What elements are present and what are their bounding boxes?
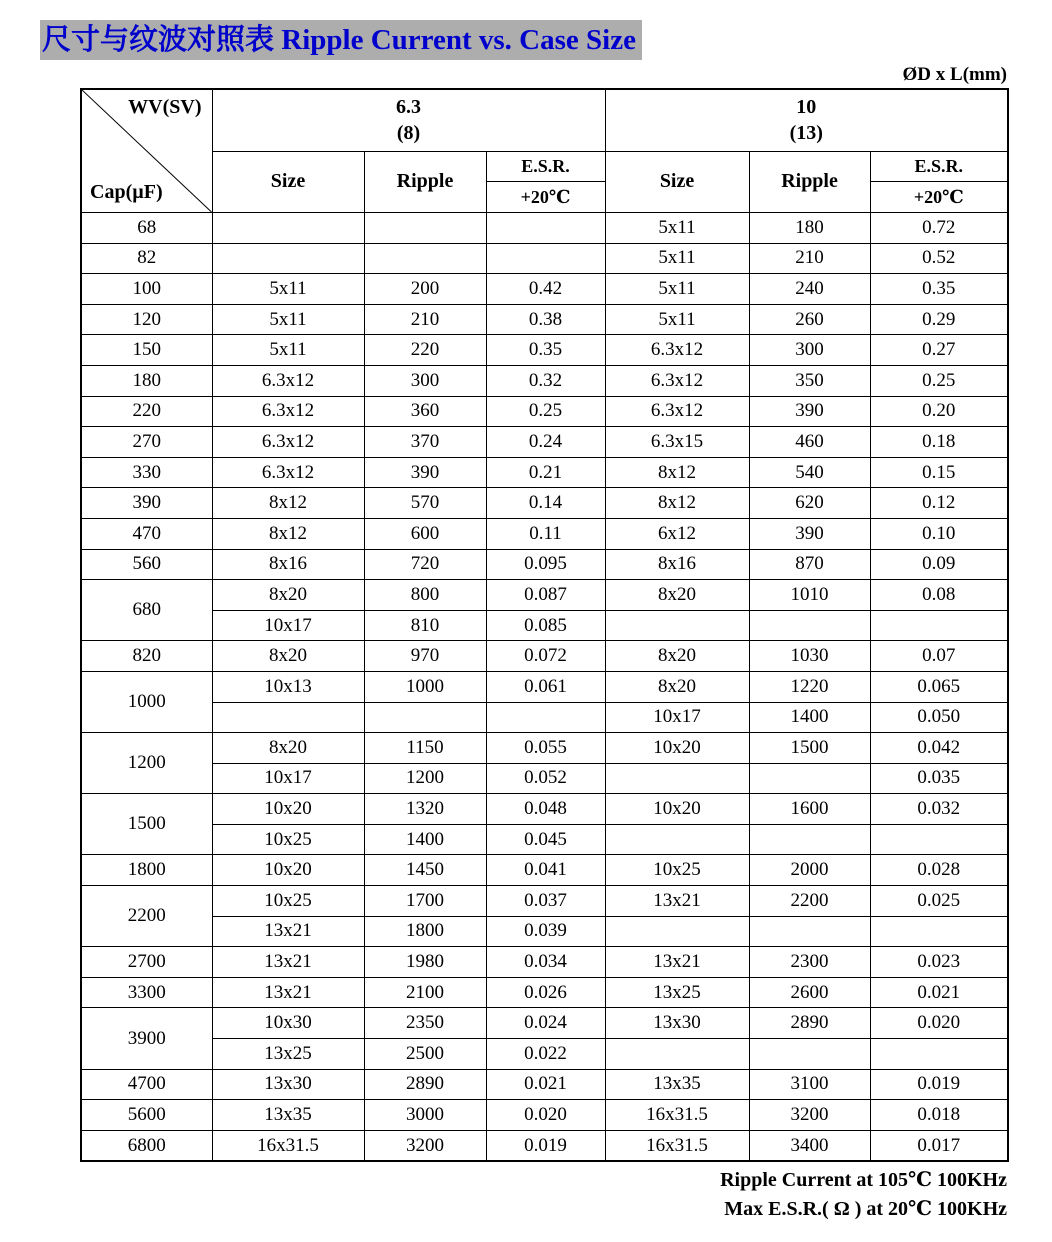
ripple-cell: 390 (749, 396, 870, 427)
cap-cell: 820 (81, 641, 212, 672)
page-title (40, 20, 642, 60)
esr-cell: 0.025 (870, 886, 1008, 917)
ripple-cell: 1200 (364, 763, 486, 794)
esr-cell: 0.38 (486, 304, 605, 335)
cap-cell: 150 (81, 335, 212, 366)
size-cell: 10x20 (605, 794, 749, 825)
esr-cell: 0.020 (486, 1100, 605, 1131)
wv-label: WV(SV) (128, 96, 202, 118)
size-cell: 5x11 (605, 274, 749, 305)
table-row (81, 274, 1008, 305)
ripple-cell: 1000 (364, 671, 486, 702)
esr-cell: 0.019 (870, 1069, 1008, 1100)
table-row (81, 886, 1008, 917)
ripple-cell: 2890 (364, 1069, 486, 1100)
ripple-cell: 1220 (749, 671, 870, 702)
ripple-cell: 210 (749, 243, 870, 274)
ripple-cell: 200 (364, 274, 486, 305)
size-cell: 6.3x12 (605, 396, 749, 427)
size-cell: 13x21 (605, 947, 749, 978)
esr-cell: 0.045 (486, 824, 605, 855)
esr-cell: 0.35 (486, 335, 605, 366)
esr-cell: 0.72 (870, 213, 1008, 244)
size-cell: 10x13 (212, 671, 364, 702)
table-row (81, 1130, 1008, 1161)
table-row (81, 671, 1008, 702)
esr-cell: 0.29 (870, 304, 1008, 335)
surge-value: (13) (789, 122, 823, 145)
ripple-cell (364, 243, 486, 274)
esr-cell: 0.15 (870, 457, 1008, 488)
ripple-cell (364, 702, 486, 733)
esr-cell: 0.11 (486, 518, 605, 549)
ripple-cell: 220 (364, 335, 486, 366)
size-cell (605, 1039, 749, 1070)
ripple-cell (749, 824, 870, 855)
ripple-cell: 1400 (364, 824, 486, 855)
ripple-cell: 370 (364, 427, 486, 458)
ripple-cell: 390 (749, 518, 870, 549)
ripple-cell: 1800 (364, 916, 486, 947)
cap-cell: 270 (81, 427, 212, 458)
ripple-cell: 360 (364, 396, 486, 427)
ripple-cell: 1400 (749, 702, 870, 733)
esr-label: E.S.R. (871, 152, 1008, 182)
size-cell: 6x12 (605, 518, 749, 549)
ripple-cell: 3200 (364, 1130, 486, 1161)
cap-cell: 2200 (81, 886, 212, 947)
size-cell: 8x16 (212, 549, 364, 580)
esr-cell: 0.034 (486, 947, 605, 978)
size-cell: 5x11 (212, 274, 364, 305)
table-row (81, 1069, 1008, 1100)
ripple-cell: 300 (749, 335, 870, 366)
size-cell: 10x25 (605, 855, 749, 886)
ripple-cell: 390 (364, 457, 486, 488)
esr-cell: 0.023 (870, 947, 1008, 978)
ripple-cell: 3100 (749, 1069, 870, 1100)
table-row (81, 977, 1008, 1008)
table-row (81, 213, 1008, 244)
size-cell: 5x11 (605, 213, 749, 244)
size-cell: 5x11 (212, 335, 364, 366)
esr-cell: 0.021 (486, 1069, 605, 1100)
esr-cell: 0.052 (486, 763, 605, 794)
table-row (81, 610, 1008, 641)
size-cell: 10x17 (212, 610, 364, 641)
ripple-cell: 180 (749, 213, 870, 244)
esr-cell: 0.52 (870, 243, 1008, 274)
page-title-en: Ripple Current vs. Case Size (281, 24, 636, 56)
cap-cell: 2700 (81, 947, 212, 978)
esr-temp-label: +20℃ (913, 186, 964, 207)
size-cell: 16x31.5 (605, 1130, 749, 1161)
size-cell: 6.3x12 (605, 365, 749, 396)
size-cell: 8x12 (605, 488, 749, 519)
ripple-cell: 260 (749, 304, 870, 335)
ripple-cell: 3200 (749, 1100, 870, 1131)
page-title-cn: 尺寸与纹波对照表 (42, 24, 275, 56)
esr-cell: 0.10 (870, 518, 1008, 549)
ripple-cell: 600 (364, 518, 486, 549)
header-row-groups (81, 89, 1008, 151)
footer-notes (80, 1166, 1007, 1224)
cap-cell: 680 (81, 580, 212, 641)
size-cell: 10x17 (212, 763, 364, 794)
cap-cell: 120 (81, 304, 212, 335)
content-area (80, 64, 1007, 1224)
cap-cell: 1800 (81, 855, 212, 886)
esr-cell: 0.18 (870, 427, 1008, 458)
size-cell: 10x20 (212, 794, 364, 825)
size-cell: 8x20 (212, 641, 364, 672)
table-row (81, 488, 1008, 519)
cap-cell: 470 (81, 518, 212, 549)
esr-cell: 0.35 (870, 274, 1008, 305)
size-cell: 13x35 (212, 1100, 364, 1131)
size-cell: 13x21 (212, 947, 364, 978)
table-row (81, 855, 1008, 886)
ripple-cell: 540 (749, 457, 870, 488)
ripple-cell: 240 (749, 274, 870, 305)
cap-cell: 4700 (81, 1069, 212, 1100)
ripple-cell: 300 (364, 365, 486, 396)
cap-cell: 220 (81, 396, 212, 427)
size-cell: 10x20 (212, 855, 364, 886)
esr-cell (486, 702, 605, 733)
size-cell: 13x25 (605, 977, 749, 1008)
ripple-cell: 620 (749, 488, 870, 519)
table-row (81, 304, 1008, 335)
table-row (81, 427, 1008, 458)
esr-cell: 0.14 (486, 488, 605, 519)
table-row (81, 457, 1008, 488)
table-row (81, 824, 1008, 855)
esr-cell: 0.022 (486, 1039, 605, 1070)
ripple-cell: 2300 (749, 947, 870, 978)
size-cell: 13x21 (605, 886, 749, 917)
table-row (81, 733, 1008, 764)
size-cell (605, 824, 749, 855)
size-cell: 5x11 (605, 243, 749, 274)
cap-cell: 390 (81, 488, 212, 519)
ripple-cell: 970 (364, 641, 486, 672)
esr-cell: 0.017 (870, 1130, 1008, 1161)
ripple-cell: 2600 (749, 977, 870, 1008)
size-cell: 10x17 (605, 702, 749, 733)
size-cell: 6.3x12 (212, 457, 364, 488)
size-cell (212, 243, 364, 274)
size-cell: 10x20 (605, 733, 749, 764)
esr-cell: 0.035 (870, 763, 1008, 794)
size-cell: 13x25 (212, 1039, 364, 1070)
esr-cell: 0.24 (486, 427, 605, 458)
esr-cell: 0.08 (870, 580, 1008, 611)
ripple-cell: 720 (364, 549, 486, 580)
table-row (81, 641, 1008, 672)
esr-cell: 0.018 (870, 1100, 1008, 1131)
esr-cell (870, 1039, 1008, 1070)
size-cell (212, 702, 364, 733)
esr-cell: 0.21 (486, 457, 605, 488)
cap-cell: 3300 (81, 977, 212, 1008)
esr-cell: 0.026 (486, 977, 605, 1008)
size-cell: 6.3x15 (605, 427, 749, 458)
cap-cell: 330 (81, 457, 212, 488)
ripple-cell: 1010 (749, 580, 870, 611)
size-cell: 13x21 (212, 977, 364, 1008)
cap-cell: 1200 (81, 733, 212, 794)
ripple-cell: 570 (364, 488, 486, 519)
ripple-cell: 1320 (364, 794, 486, 825)
size-cell: 10x25 (212, 824, 364, 855)
cap-cell: 180 (81, 365, 212, 396)
table-row (81, 335, 1008, 366)
esr-cell: 0.09 (870, 549, 1008, 580)
size-header-10v: Size (605, 151, 749, 213)
esr-cell: 0.061 (486, 671, 605, 702)
cap-cell: 68 (81, 213, 212, 244)
voltage-group-10v (605, 89, 1008, 151)
esr-cell: 0.12 (870, 488, 1008, 519)
esr-cell: 0.037 (486, 886, 605, 917)
voltage-group-6v3 (212, 89, 605, 151)
ripple-cell (749, 1039, 870, 1070)
size-cell: 10x25 (212, 886, 364, 917)
table-row (81, 396, 1008, 427)
table-row (81, 580, 1008, 611)
ripple-cell (749, 610, 870, 641)
ripple-cell: 2200 (749, 886, 870, 917)
ripple-cell: 460 (749, 427, 870, 458)
size-cell: 8x20 (212, 733, 364, 764)
size-cell: 6.3x12 (212, 427, 364, 458)
esr-cell: 0.27 (870, 335, 1008, 366)
esr-cell: 0.019 (486, 1130, 605, 1161)
table-row (81, 1008, 1008, 1039)
ripple-cell: 1030 (749, 641, 870, 672)
ripple-current-table (80, 88, 1009, 1162)
cap-cell: 1000 (81, 671, 212, 732)
esr-temp-label: +20℃ (520, 186, 571, 207)
cap-cell: 3900 (81, 1008, 212, 1069)
table-row (81, 916, 1008, 947)
esr-cell (486, 213, 605, 244)
table-row (81, 549, 1008, 580)
table-row (81, 365, 1008, 396)
surge-value: (8) (396, 122, 421, 145)
size-cell: 6.3x12 (212, 365, 364, 396)
ripple-cell: 810 (364, 610, 486, 641)
ripple-cell: 1450 (364, 855, 486, 886)
footnote-esr-condition: Max E.S.R.( Ω ) at 20℃ 100KHz (724, 1198, 1007, 1221)
size-cell: 6.3x12 (605, 335, 749, 366)
esr-cell: 0.25 (870, 365, 1008, 396)
size-cell: 16x31.5 (212, 1130, 364, 1161)
esr-cell: 0.042 (870, 733, 1008, 764)
table-row (81, 947, 1008, 978)
esr-cell: 0.028 (870, 855, 1008, 886)
esr-cell: 0.039 (486, 916, 605, 947)
ripple-cell: 1700 (364, 886, 486, 917)
esr-cell: 0.050 (870, 702, 1008, 733)
size-cell: 6.3x12 (212, 396, 364, 427)
size-cell: 5x11 (212, 304, 364, 335)
esr-cell: 0.055 (486, 733, 605, 764)
ripple-cell: 2890 (749, 1008, 870, 1039)
size-cell (605, 763, 749, 794)
esr-cell: 0.021 (870, 977, 1008, 1008)
esr-cell: 0.072 (486, 641, 605, 672)
dimension-unit-note: ØD x L(mm) (902, 64, 1007, 85)
esr-cell: 0.041 (486, 855, 605, 886)
size-cell: 13x21 (212, 916, 364, 947)
size-cell: 16x31.5 (605, 1100, 749, 1131)
voltage-value: 6.3 (396, 96, 422, 119)
ripple-cell: 1980 (364, 947, 486, 978)
table-row (81, 518, 1008, 549)
esr-cell: 0.095 (486, 549, 605, 580)
footnote-ripple-condition: Ripple Current at 105℃ 100KHz (720, 1169, 1007, 1192)
ripple-cell: 2500 (364, 1039, 486, 1070)
size-cell: 13x30 (212, 1069, 364, 1100)
esr-cell: 0.024 (486, 1008, 605, 1039)
esr-label: E.S.R. (487, 152, 605, 182)
ripple-cell: 3400 (749, 1130, 870, 1161)
ripple-cell: 2350 (364, 1008, 486, 1039)
size-cell (212, 213, 364, 244)
cap-cell: 82 (81, 243, 212, 274)
size-cell: 8x20 (605, 671, 749, 702)
cap-cell: 6800 (81, 1130, 212, 1161)
esr-cell: 0.25 (486, 396, 605, 427)
ripple-cell (749, 763, 870, 794)
size-cell: 8x12 (212, 488, 364, 519)
size-cell: 8x20 (605, 641, 749, 672)
corner-header-cell (81, 89, 212, 213)
cap-cell: 560 (81, 549, 212, 580)
table-row (81, 1039, 1008, 1070)
ripple-cell: 350 (749, 365, 870, 396)
esr-cell: 0.085 (486, 610, 605, 641)
esr-header-6v3 (486, 151, 605, 213)
esr-cell (870, 824, 1008, 855)
ripple-cell (364, 213, 486, 244)
esr-cell: 0.32 (486, 365, 605, 396)
table-row (81, 243, 1008, 274)
size-header-6v3: Size (212, 151, 364, 213)
voltage-value: 10 (796, 96, 817, 119)
size-cell: 8x12 (605, 457, 749, 488)
esr-cell (486, 243, 605, 274)
table-row (81, 702, 1008, 733)
esr-cell: 0.048 (486, 794, 605, 825)
cap-cell: 5600 (81, 1100, 212, 1131)
table-row (81, 794, 1008, 825)
ripple-cell: 1600 (749, 794, 870, 825)
header-row-columns (81, 151, 1008, 213)
ripple-cell: 2000 (749, 855, 870, 886)
table-body (81, 213, 1008, 1162)
ripple-cell: 1150 (364, 733, 486, 764)
size-cell (605, 610, 749, 641)
ripple-cell: 870 (749, 549, 870, 580)
size-cell: 13x35 (605, 1069, 749, 1100)
esr-cell: 0.032 (870, 794, 1008, 825)
ripple-cell: 800 (364, 580, 486, 611)
ripple-cell: 3000 (364, 1100, 486, 1131)
size-cell: 10x30 (212, 1008, 364, 1039)
table-row (81, 763, 1008, 794)
size-cell: 13x30 (605, 1008, 749, 1039)
size-cell: 8x20 (212, 580, 364, 611)
esr-cell (870, 916, 1008, 947)
ripple-header-6v3: Ripple (364, 151, 486, 213)
size-cell: 8x12 (212, 518, 364, 549)
esr-header-10v (870, 151, 1008, 213)
size-cell: 8x16 (605, 549, 749, 580)
ripple-cell: 2100 (364, 977, 486, 1008)
cap-cell: 1500 (81, 794, 212, 855)
table-row (81, 1100, 1008, 1131)
size-cell (605, 916, 749, 947)
esr-cell: 0.20 (870, 396, 1008, 427)
cap-label: Cap(µF) (90, 181, 163, 203)
cap-cell: 100 (81, 274, 212, 305)
size-cell: 5x11 (605, 304, 749, 335)
esr-cell: 0.087 (486, 580, 605, 611)
ripple-header-10v: Ripple (749, 151, 870, 213)
esr-cell (870, 610, 1008, 641)
ripple-cell (749, 916, 870, 947)
ripple-cell: 1500 (749, 733, 870, 764)
size-cell: 8x20 (605, 580, 749, 611)
esr-cell: 0.020 (870, 1008, 1008, 1039)
ripple-cell: 210 (364, 304, 486, 335)
esr-cell: 0.065 (870, 671, 1008, 702)
esr-cell: 0.07 (870, 641, 1008, 672)
esr-cell: 0.42 (486, 274, 605, 305)
